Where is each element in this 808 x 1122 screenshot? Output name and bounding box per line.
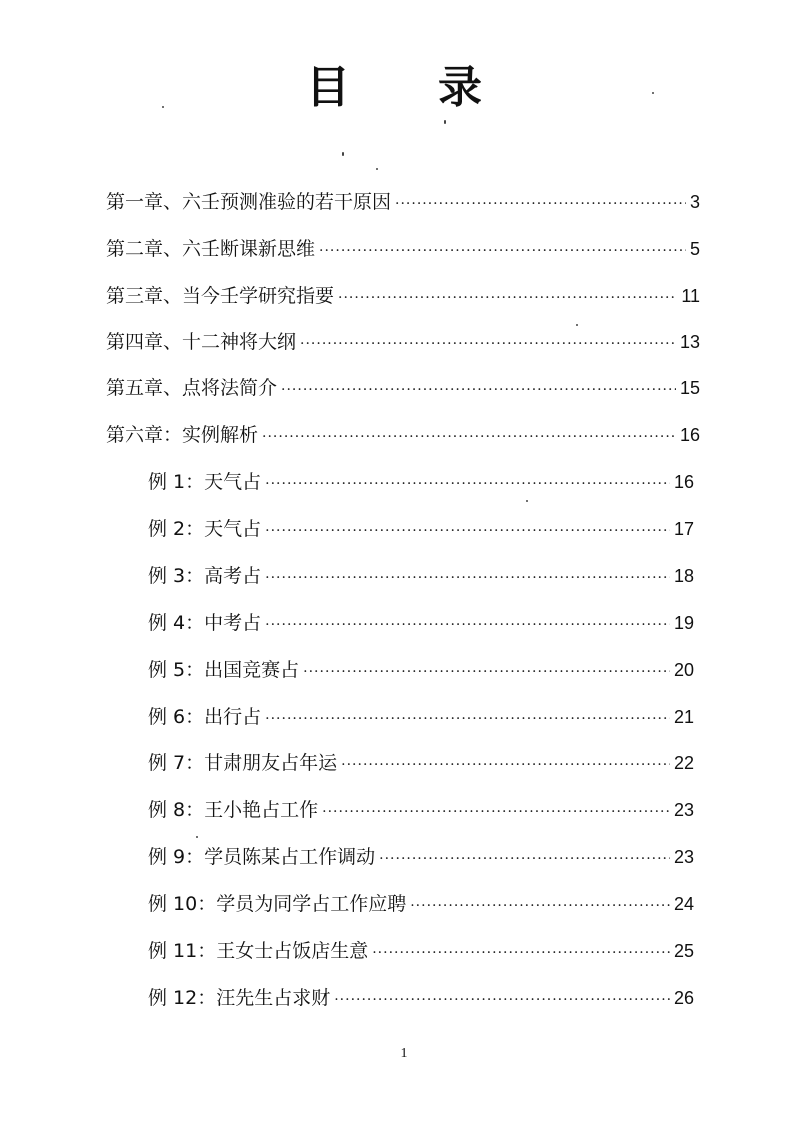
toc-page-number: 5 [689, 239, 700, 259]
toc-page-number: 13 [679, 332, 700, 352]
toc-chapter-3[interactable] [106, 276, 700, 316]
scan-speck [576, 324, 578, 326]
dot-leader [262, 417, 676, 457]
toc-example-label: 例 11：王女士占饭店生意 [148, 940, 369, 962]
scan-speck [376, 168, 378, 170]
dot-leader [379, 839, 670, 879]
dot-leader [265, 605, 670, 645]
toc-example-10[interactable] [148, 884, 694, 924]
toc-chapter-label: 第五章、点将法简介 [106, 377, 278, 399]
toc-example-label: 例 8：王小艳占工作 [148, 799, 319, 821]
page-title [0, 62, 808, 122]
toc-page-number: 20 [673, 660, 694, 680]
toc-example-label: 例 9：学员陈某占工作调动 [148, 846, 376, 868]
dot-leader [341, 745, 670, 785]
toc-page-number: 21 [673, 707, 694, 727]
toc-example-label: 例 7：甘肃朋友占年运 [148, 752, 338, 774]
toc-example-label: 例 10：学员为同学占工作应聘 [148, 893, 407, 915]
toc-chapter-label: 第二章、六壬断课新思维 [106, 238, 316, 260]
scan-speck [196, 836, 198, 838]
toc-example-9[interactable] [148, 837, 694, 877]
dot-leader [265, 699, 670, 739]
toc-example-11[interactable] [148, 931, 694, 971]
scan-speck [444, 120, 446, 124]
toc-example-6[interactable] [148, 697, 694, 737]
toc-page-number: 3 [689, 192, 700, 212]
title-char-1: 目 [306, 62, 350, 113]
dot-leader [372, 933, 670, 973]
dot-leader [265, 464, 670, 504]
dot-leader [338, 278, 677, 318]
dot-leader [410, 886, 670, 926]
toc-page-number: 23 [673, 800, 694, 820]
scan-speck [162, 106, 164, 108]
toc-example-label: 例 4：中考占 [148, 612, 262, 634]
toc-example-4[interactable] [148, 603, 694, 643]
scan-speck [342, 152, 344, 156]
toc-chapter-label: 第三章、当今壬学研究指要 [106, 285, 335, 307]
toc-example-label: 例 12：汪先生占求财 [148, 987, 331, 1009]
toc-chapter-4[interactable] [106, 322, 700, 362]
toc-page-number: 11 [681, 286, 700, 306]
toc-example-label: 例 2：天气占 [148, 518, 262, 540]
toc-page-number: 16 [679, 425, 700, 445]
dot-leader [265, 558, 670, 598]
toc-page-number: 22 [673, 753, 694, 773]
toc-chapter-2[interactable] [106, 229, 700, 269]
toc-page-number: 18 [673, 566, 694, 586]
toc-page-number: 26 [673, 988, 694, 1008]
dot-leader [395, 184, 686, 224]
toc-page-number: 15 [679, 378, 700, 398]
toc-example-label: 例 5：出国竞赛占 [148, 659, 300, 681]
title-char-2: 录 [438, 62, 482, 113]
dot-leader [322, 792, 670, 832]
toc-example-1[interactable] [148, 462, 694, 502]
toc-example-5[interactable] [148, 650, 694, 690]
toc-page-number: 25 [673, 941, 694, 961]
toc-example-label: 例 6：出行占 [148, 706, 262, 728]
toc-example-8[interactable] [148, 790, 694, 830]
toc-example-7[interactable] [148, 743, 694, 783]
dot-leader [334, 980, 670, 1020]
toc-example-label: 例 3：高考占 [148, 565, 262, 587]
toc-example-3[interactable] [148, 556, 694, 596]
toc-page-number: 24 [673, 894, 694, 914]
toc-chapter-6[interactable] [106, 415, 700, 455]
toc-chapter-label: 第六章：实例解析 [106, 424, 259, 446]
toc-chapter-label: 第四章、十二神将大纲 [106, 331, 297, 353]
toc-example-label: 例 1：天气占 [148, 471, 262, 493]
footer-page-number: 1 [400, 1046, 408, 1061]
toc-page-number: 19 [673, 613, 694, 633]
toc-example-2[interactable] [148, 509, 694, 549]
toc-chapter-1[interactable] [106, 182, 700, 222]
toc-example-12[interactable] [148, 978, 694, 1018]
toc-chapter-label: 第一章、六壬预测准验的若干原因 [106, 191, 392, 213]
scan-speck [526, 500, 528, 502]
dot-leader [265, 511, 670, 551]
toc-page-number: 23 [673, 847, 694, 867]
scan-speck [652, 92, 654, 94]
dot-leader [303, 652, 670, 692]
dot-leader [281, 370, 676, 410]
dot-leader [319, 231, 686, 271]
toc-chapter-5[interactable] [106, 368, 700, 408]
toc-page-number: 17 [673, 519, 694, 539]
toc-page-number: 16 [673, 472, 694, 492]
dot-leader [300, 324, 676, 364]
